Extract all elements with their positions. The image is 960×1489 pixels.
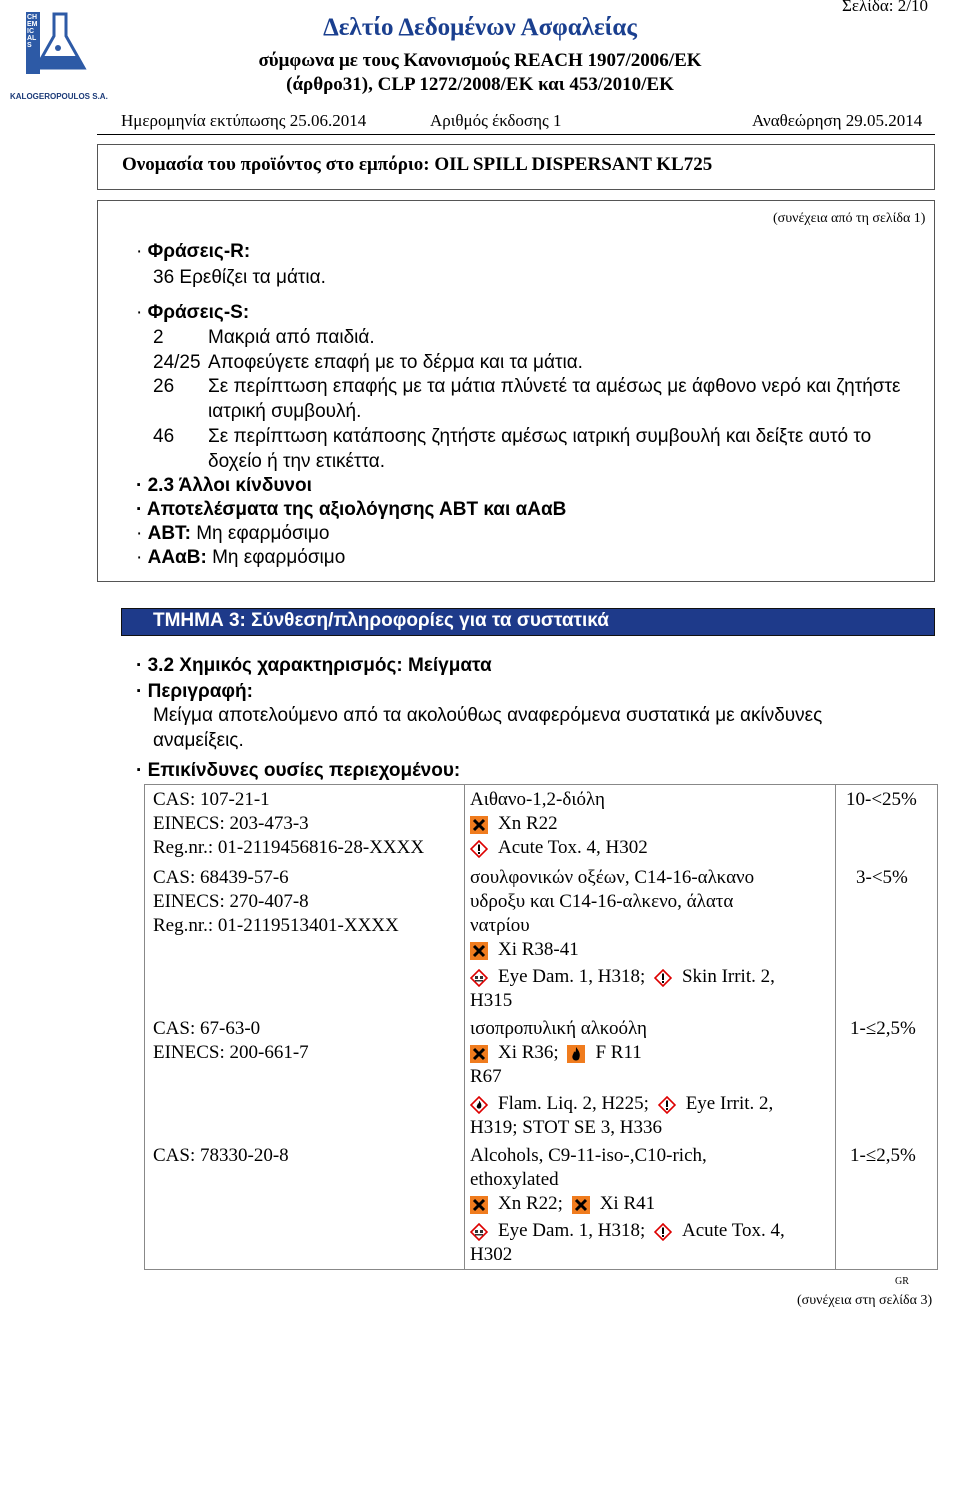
header-divider [97, 134, 935, 135]
s-phrase-code: 24/25 [153, 352, 201, 373]
version-number: Αριθμός έκδοσης 1 [430, 111, 562, 130]
exclamation-icon [654, 969, 672, 987]
concentration: 10-<25% [846, 789, 917, 810]
harmful-x-icon [470, 1196, 488, 1214]
einecs-number: EINECS: 203-473-3 [153, 813, 309, 834]
substance-info [470, 866, 830, 1013]
hazardous-substances-title: · Επικίνδυνες ουσίες περιεχομένου: [136, 760, 461, 781]
clp-classification: Flam. Liq. 2, H225; [498, 1093, 649, 1114]
clp-classification-cont: H315 [470, 990, 513, 1011]
vpvb-line: · ΑΑαΒ: Μη εφαρμόσιμο [136, 547, 346, 568]
einecs-number: EINECS: 200-661-7 [153, 1042, 309, 1063]
s-phrase-code: 26 [153, 376, 175, 397]
r-phrases-title: · Φράσεις-R: [136, 241, 251, 262]
dsd-classification: Xn R22; [498, 1193, 563, 1214]
clp-classification: Skin Irrit. 2, [681, 966, 775, 987]
document-title: Δελτίο Δεδομένων Ασφαλείας [323, 14, 637, 41]
reg-number: Reg.nr.: 01-2119513401-XXXX [153, 915, 399, 936]
dsd-classification-cont: R67 [470, 1066, 502, 1087]
logo-letters: CHEMICALS [27, 14, 38, 49]
clp-classification-cont: H319; STOT SE 3, H336 [470, 1117, 662, 1138]
flame-icon [567, 1045, 585, 1063]
continued-next: (συνέχεια στη σελίδα 3) [797, 1293, 933, 1308]
substance-info [470, 1017, 830, 1140]
harmful-x-icon [470, 816, 488, 834]
concentration: 1-≤2,5% [850, 1145, 916, 1166]
print-date: Ημερομηνία εκτύπωσης 25.06.2014 [121, 111, 367, 130]
clp-classification-cont: H302 [470, 1244, 513, 1265]
description-title: · Περιγραφή: [136, 681, 253, 702]
dsd-classification: Xn R22 [498, 813, 558, 834]
exclamation-icon [658, 1096, 676, 1114]
s-phrase-code: 2 [153, 327, 164, 348]
substance-name: σουλφονικών οξέων, C14-16-αλκανο [470, 867, 755, 888]
dsd-classification: Xi R36; [498, 1042, 559, 1063]
description-text-cont: αναμείξεις. [153, 730, 244, 751]
clp-classification: Eye Irrit. 2, [685, 1093, 774, 1114]
exclamation-icon [470, 840, 488, 858]
chemical-characterization: · 3.2 Χημικός χαρακτηρισμός: Μείγματα [136, 655, 492, 676]
table-row [153, 1144, 289, 1168]
regulation-line-2: (άρθρο31), CLP 1272/2008/ΕΚ και 453/2010/ΕΚ [286, 74, 674, 95]
section-3-title: ΤΜΗΜΑ 3: Σύνθεση/πληροφορίες για τα συστατικά [153, 610, 609, 631]
pbt-assessment-title: · Αποτελέσματα της αξιολόγησης ΑΒΤ και αΑαΒ [136, 499, 567, 520]
table-divider [835, 784, 836, 1270]
s-phrases-title: · Φράσεις-S: [136, 302, 250, 323]
harmful-x-icon [572, 1196, 590, 1214]
clp-classification: Acute Tox. 4, [681, 1220, 785, 1241]
table-row [153, 788, 424, 860]
substance-name: Αιθανο-1,2-διόλη [470, 789, 605, 810]
dsd-classification: Xi R41 [599, 1193, 656, 1214]
substance-name: υδροξυ και C14-16-αλκενο, άλατα [470, 891, 734, 912]
s-phrase-text-cont: δοχείο ή την ετικέττα. [208, 451, 386, 472]
harmful-x-icon [470, 1045, 488, 1063]
pbt-line: · ΑΒΤ: Μη εφαρμόσιμο [136, 523, 330, 544]
corrosion-icon [470, 969, 488, 987]
regulation-line-1: σύμφωνα με τους Κανονισμούς REACH 1907/2006/ΕΚ [258, 50, 702, 71]
concentration: 1-≤2,5% [850, 1018, 916, 1039]
substance-info [470, 1144, 830, 1267]
corrosion-icon [470, 1223, 488, 1241]
continued-from: (συνέχεια από τη σελίδα 1) [773, 211, 926, 226]
product-name: Ονομασία του προϊόντος στο εμπόριο: OIL SPILL DISPERSANT KL725 [122, 154, 713, 175]
substance-name: ethoxylated [470, 1169, 559, 1190]
page-number: Σελίδα: 2/10 [842, 0, 928, 15]
exclamation-icon [654, 1223, 672, 1241]
clp-classification: Eye Dam. 1, H318; [498, 966, 646, 987]
table-row [153, 866, 399, 938]
concentration: 3-<5% [856, 867, 908, 888]
cas-number: CAS: 78330-20-8 [153, 1145, 289, 1166]
harmful-x-icon [470, 942, 488, 960]
s-phrase-code: 46 [153, 426, 175, 447]
einecs-number: EINECS: 270-407-8 [153, 891, 309, 912]
cas-number: CAS: 67-63-0 [153, 1018, 261, 1039]
dsd-classification: Xi R38-41 [498, 939, 579, 960]
dsd-classification: F R11 [595, 1042, 642, 1063]
other-hazards-title: · 2.3 Άλλοι κίνδυνοι [136, 475, 312, 496]
reg-number: Reg.nr.: 01-2119456816-28-XXXX [153, 837, 425, 858]
substance-name: Alcohols, C9-11-iso-,C10-rich, [470, 1145, 707, 1166]
flame-icon [470, 1096, 488, 1114]
logo-text: KALOGEROPOULOS S.A. [10, 92, 108, 101]
s-phrase-text: Αποφεύγετε επαφή με το δέρμα και τα μάτια. [208, 352, 583, 373]
clp-classification: Eye Dam. 1, H318; [498, 1220, 646, 1241]
cas-number: CAS: 68439-57-6 [153, 867, 289, 888]
revision-date: Αναθεώρηση 29.05.2014 [752, 111, 923, 130]
country-code: GR [895, 1276, 909, 1287]
s-phrase-text: Μακριά από παιδιά. [208, 327, 375, 348]
table-row [153, 1017, 309, 1065]
substance-name: νατρίου [470, 915, 530, 936]
s-phrase-text: Σε περίπτωση επαφής με τα μάτια πλύνετέ τα αμέσως με άφθονο νερό και ζητήστε [208, 376, 901, 397]
description-text: Μείγμα αποτελούμενο από τα ακολούθως αναφερόμενα συστατικά με ακίνδυνες [153, 705, 823, 726]
s-phrase-text-cont: ιατρική συμβουλή. [208, 401, 362, 422]
cas-number: CAS: 107-21-1 [153, 789, 270, 810]
clp-classification: Acute Tox. 4, H302 [498, 837, 648, 858]
substance-info [470, 788, 830, 860]
s-phrase-text: Σε περίπτωση κατάποσης ζητήστε αμέσως ιατρική συμβουλή και δείξτε αυτό το [208, 426, 872, 447]
r-phrase-item: 36 Ερεθίζει τα μάτια. [153, 267, 326, 288]
table-divider [464, 784, 465, 1270]
substance-name: ισοπροπυλική αλκοόλη [470, 1018, 647, 1039]
